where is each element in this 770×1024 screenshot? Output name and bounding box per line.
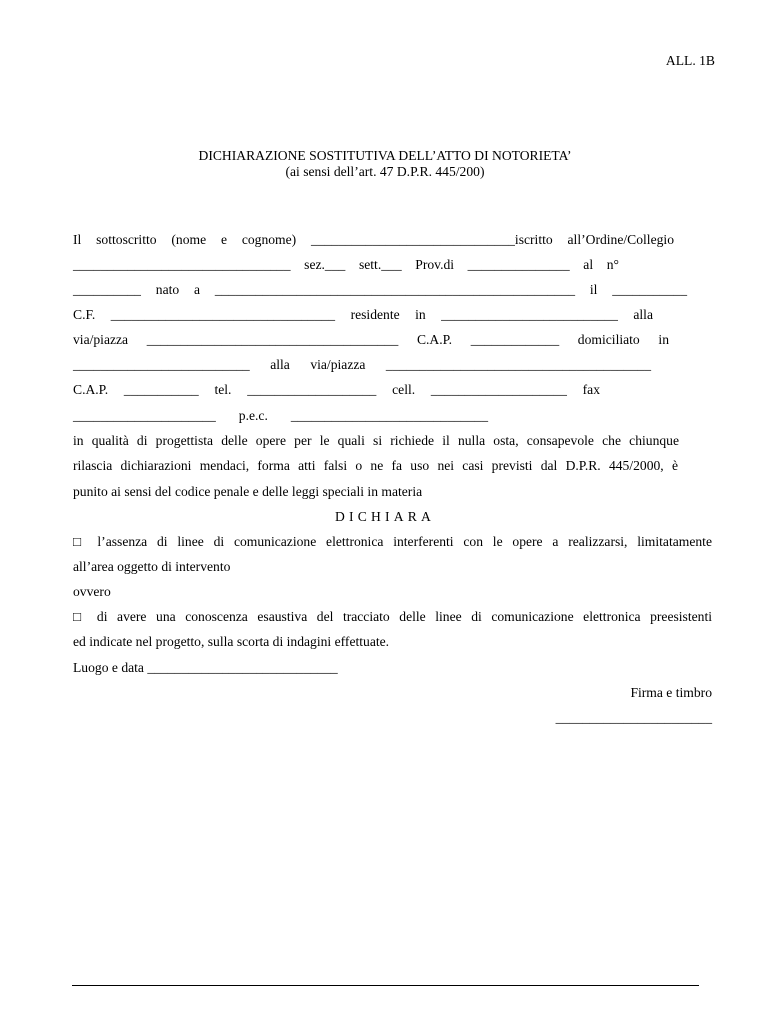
document-title: DICHIARAZIONE SOSTITUTIVA DELL’ATTO DI NOTORIETA’ bbox=[198, 148, 572, 163]
footer-rule bbox=[72, 985, 699, 986]
alternative-word: ovvero bbox=[73, 584, 111, 599]
body-line-2: ________________________________ sez.___ sett.___ Prov.di _______________ al n° bbox=[73, 257, 619, 272]
option-2-line-2: ed indicate nel progetto, sulla scorta di indagini effettuate. bbox=[73, 634, 390, 649]
body-line-4: C.F. _________________________________ residente in __________________________ alla bbox=[73, 307, 653, 322]
body-line-1: Il sottoscritto (nome e cognome) ______________________________iscritto all’Ordine/Collegio bbox=[73, 232, 674, 247]
signature-line: _______________________ bbox=[555, 710, 712, 725]
option-1-line-2: all’area oggetto di intervento bbox=[73, 559, 231, 574]
place-date-line: Luogo e data ____________________________ bbox=[73, 660, 338, 675]
body-line-7: C.A.P. ___________ tel. ___________________ cell. ____________________ fax bbox=[73, 382, 600, 397]
body-line-3: __________ nato a _____________________________________________________ il ___________ bbox=[73, 282, 687, 297]
declaration-heading: DICHIARA bbox=[334, 509, 436, 524]
body-line-10: rilascia dichiarazioni mendaci, forma atti falsi o ne fa uso nei casi previsti dal D.P.R. 445/2000, è bbox=[73, 458, 678, 473]
option-1-line-1: □ l’assenza di linee di comunicazione elettronica interferenti con le opere a realizzarsi, limitatamente bbox=[73, 534, 712, 549]
signature-label: Firma e timbro bbox=[630, 685, 712, 700]
body-line-6: __________________________ alla via/piazza _______________________________________ bbox=[73, 357, 651, 372]
body-line-9: in qualità di progettista delle opere per le quali si richiede il nulla osta, consapevole che chiunque bbox=[73, 433, 679, 448]
attachment-code: ALL. 1B bbox=[665, 53, 715, 68]
option-2-line-1: □ di avere una conoscenza esaustiva del tracciato delle linee di comunicazione elettronica preesistenti bbox=[73, 609, 712, 624]
body-line-5: via/piazza _____________________________________ C.A.P. _____________ domiciliato in bbox=[73, 332, 669, 347]
body-line-11: punito ai sensi del codice penale e delle leggi speciali in materia bbox=[73, 484, 423, 499]
body-line-8: _____________________ p.e.c. _____________________________ bbox=[73, 408, 488, 423]
document-subtitle: (ai sensi dell’art. 47 D.P.R. 445/200) bbox=[285, 164, 485, 179]
